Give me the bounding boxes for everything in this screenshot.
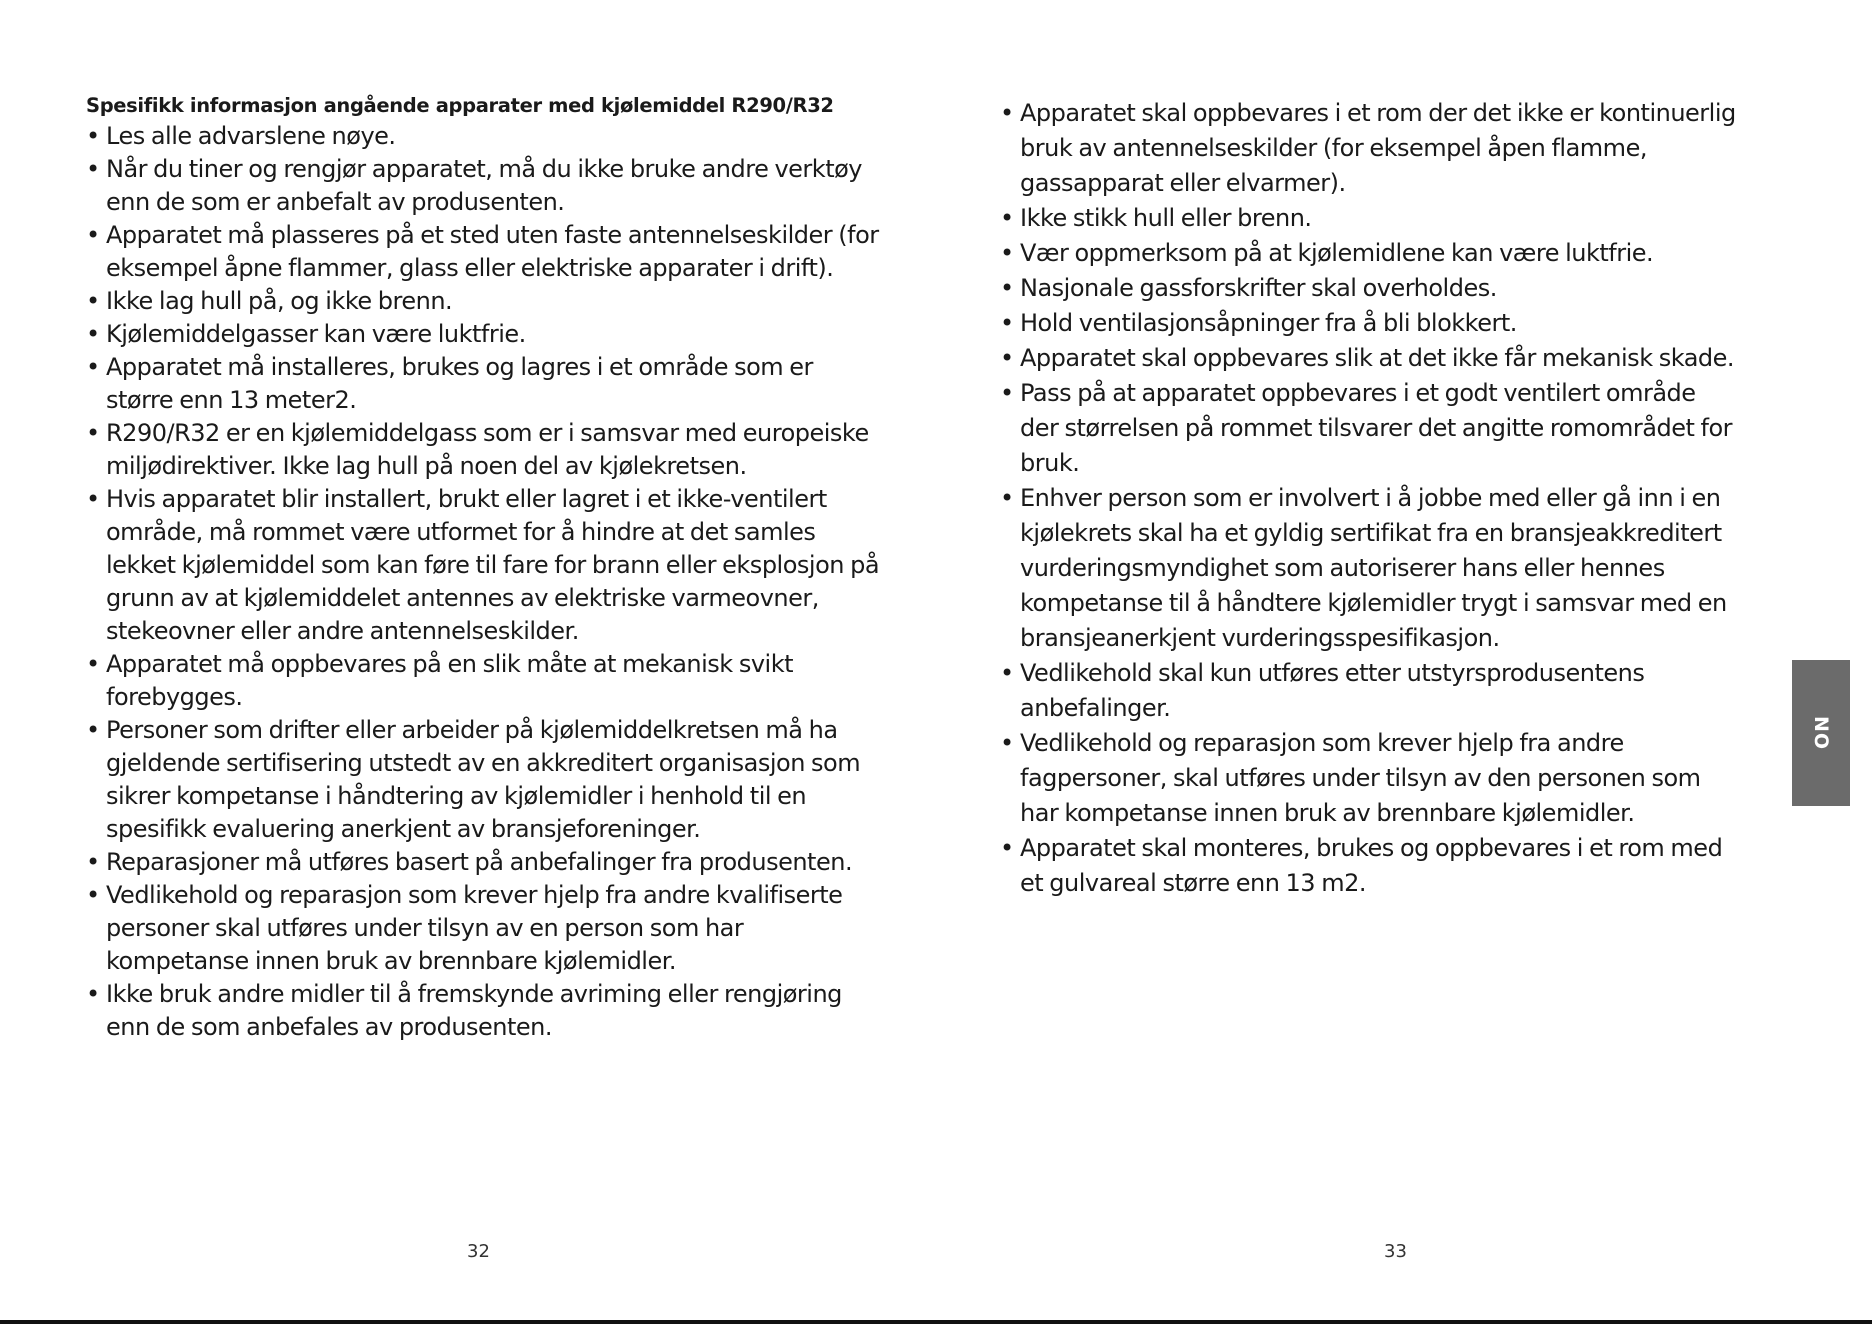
bottom-rule (0, 1320, 1872, 1324)
list-item: • Vedlikehold og reparasjon som krever hjelp fra andre fagpersoner, skal utføres under tilsyn av den personen som har kompetanse innen bruk av brennbare kjølemidler. (1000, 726, 1740, 831)
left-column (86, 92, 886, 1044)
page-number: 33 (1384, 1241, 1407, 1262)
page-number: 32 (467, 1241, 490, 1262)
list-item: • Ikke lag hull på, og ikke brenn. (86, 285, 886, 318)
list-item: • Hvis apparatet blir installert, brukt eller lagret i et ikke-ventilert område, må rommet være utformet for å hindre at det samles lekket kjølemiddel som kan føre til fare for brann eller eksplosjon på grunn av at kjølemiddelet antennes av elektriske varmeovner, stekeovner eller andre antennelseskilder. (86, 483, 886, 648)
list-item: • Pass på at apparatet oppbevares i et godt ventilert område der størrelsen på rommet tilsvarer det angitte romområdet for bruk. (1000, 376, 1740, 481)
list-item: • Reparasjoner må utføres basert på anbefalinger fra produsenten. (86, 846, 886, 879)
list-item: • Vedlikehold skal kun utføres etter utstyrsprodusentens anbefalinger. (1000, 656, 1740, 726)
list-item: • Apparatet må installeres, brukes og lagres i et område som er større enn 13 meter2. (86, 351, 886, 417)
language-tab-label: NO (1810, 715, 1832, 751)
list-item: • Enhver person som er involvert i å jobbe med eller gå inn i en kjølekrets skal ha et gyldig sertifikat fra en bransjeakkreditert vurderingsmyndighet som autoriserer hans eller hennes kompetanse til å håndtere kjølemidler trygt i samsvar med en bransjeanerkjent vurderingsspesifikasjon. (1000, 481, 1740, 656)
list-item: • Når du tiner og rengjør apparatet, må du ikke bruke andre verktøy enn de som er anbefalt av produsenten. (86, 153, 886, 219)
list-item: • Ikke stikk hull eller brenn. (1000, 201, 1740, 236)
list-item: • Apparatet må plasseres på et sted uten faste antennelseskilder (for eksempel åpne flammer, glass eller elektriske apparater i drift). (86, 219, 886, 285)
list-item: • Les alle advarslene nøye. (86, 120, 886, 153)
list-item: • Nasjonale gassforskrifter skal overholdes. (1000, 271, 1740, 306)
right-bullet-list (1000, 96, 1740, 901)
language-tab (1792, 660, 1850, 806)
list-item: • Apparatet skal oppbevares slik at det ikke får mekanisk skade. (1000, 341, 1740, 376)
list-item: • Apparatet må oppbevares på en slik måte at mekanisk svikt forebygges. (86, 648, 886, 714)
list-item: • Personer som drifter eller arbeider på kjølemiddelkretsen må ha gjeldende sertifisering utstedt av en akkreditert organisasjon som sikrer kompetanse i håndtering av kjølemidler i henhold til en spesifikk evaluering anerkjent av bransjeforeninger. (86, 714, 886, 846)
section-heading: Spesifikk informasjon angående apparater med kjølemiddel R290/R32 (86, 94, 834, 117)
right-column (1000, 96, 1740, 901)
list-item: • Apparatet skal monteres, brukes og oppbevares i et rom med et gulvareal større enn 13 m2. (1000, 831, 1740, 901)
list-item: • Kjølemiddelgasser kan være luktfrie. (86, 318, 886, 351)
list-item: • Vær oppmerksom på at kjølemidlene kan være luktfrie. (1000, 236, 1740, 271)
list-item: • R290/R32 er en kjølemiddelgass som er i samsvar med europeiske miljødirektiver. Ikke lag hull på noen del av kjølekretsen. (86, 417, 886, 483)
list-item: • Hold ventilasjonsåpninger fra å bli blokkert. (1000, 306, 1740, 341)
list-item: • Vedlikehold og reparasjon som krever hjelp fra andre kvalifiserte personer skal utføres under tilsyn av en person som har kompetanse innen bruk av brennbare kjølemidler. (86, 879, 886, 978)
right-page (936, 0, 1872, 1324)
left-bullet-list (86, 120, 886, 1044)
list-item: • Ikke bruk andre midler til å fremskynde avriming eller rengjøring enn de som anbefales av produsenten. (86, 978, 886, 1044)
list-item: • Apparatet skal oppbevares i et rom der det ikke er kontinuerlig bruk av antennelseskilder (for eksempel åpen flamme, gassapparat eller elvarmer). (1000, 96, 1740, 201)
